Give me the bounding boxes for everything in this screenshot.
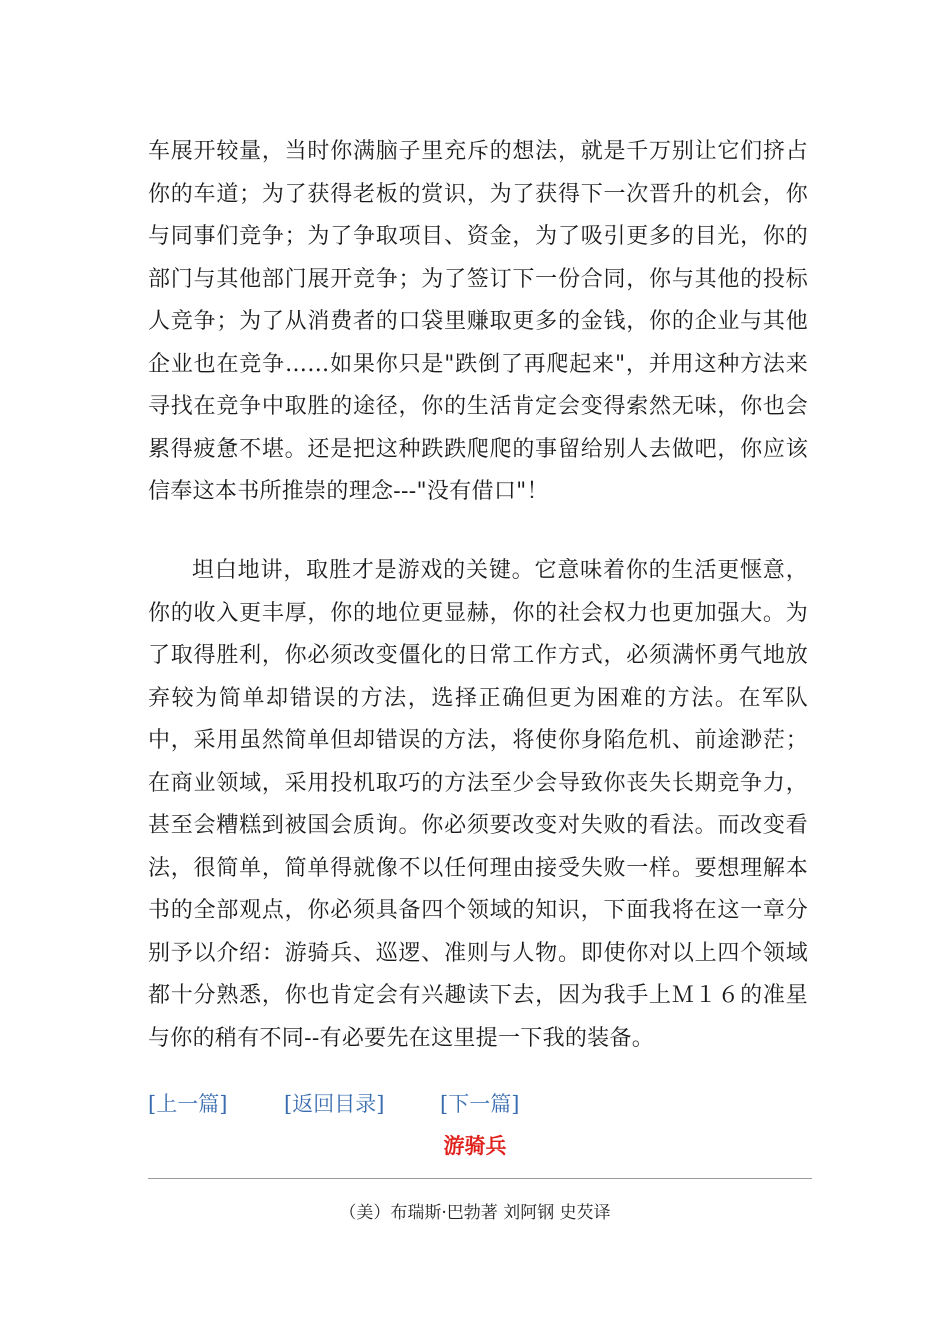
chapter-navigation <box>148 1088 519 1120</box>
body-paragraph-2: 坦白地讲，取胜才是游戏的关键。它意味着你的生活更惬意，你的收入更丰厚，你的地位更显赫，你的社会权力也更加强大。为了取得胜利，你必须改变僵化的日常工作方式，必须满怀勇气地放弃较为简单却错误的方法，选择正确但更为困难的方法。在军队中，采用虽然简单但却错误的方法，将使你身陷危机、前途渺茫；在商业领域，采用投机取巧的方法至少会导致你丧失长期竞争力，甚至会糟糕到被国会质询。你必须要改变对失败的看法。而改变看法，很简单，简单得就像不以任何理由接受失败一样。要想理解本书的全部观点，你必须具备四个领域的知识，下面我将在这一章分别予以介绍：游骑兵、巡逻、准则与人物。即使你对以上四个领域都十分熟悉，你也肯定会有兴趣读下去，因为我手上Ｍ１６的准星与你的稍有不同--有必要先在这里提一下我的装备。 <box>148 558 808 1051</box>
divider <box>148 1178 812 1179</box>
body-paragraph-1: 车展开较量，当时你满脑子里充斥的想法，就是千万别让它们挤占你的车道；为了获得老板的赏识，为了获得下一次晋升的机会，你与同事们竞争；为了争取项目、资金，为了吸引更多的目光，你的部门与其他部门展开竞争；为了签订下一份合同，你与其他的投标人竞争；为了从消费者的口袋里赚取更多的金钱，你的企业与其他企业也在竞争……如果你只是"跌倒了再爬起来"，并用这种方法来寻找在竞争中取胜的途径，你的生活肯定会变得索然无味，你也会累得疲惫不堪。还是把这种跌跌爬爬的事留给别人去做吧，你应该信奉这本书所推崇的理念---"没有借口"！ <box>148 139 808 504</box>
previous-chapter-link[interactable]: [上一篇] <box>148 1092 228 1116</box>
next-chapter-link[interactable]: [下一篇] <box>440 1092 520 1116</box>
chapter-title: 游骑兵 <box>443 1134 507 1158</box>
table-of-contents-link[interactable]: [返回目录] <box>284 1092 385 1116</box>
author-translator-credit: （美）布瑞斯·巴勃著 刘阿钢 史芡译 <box>339 1203 611 1223</box>
